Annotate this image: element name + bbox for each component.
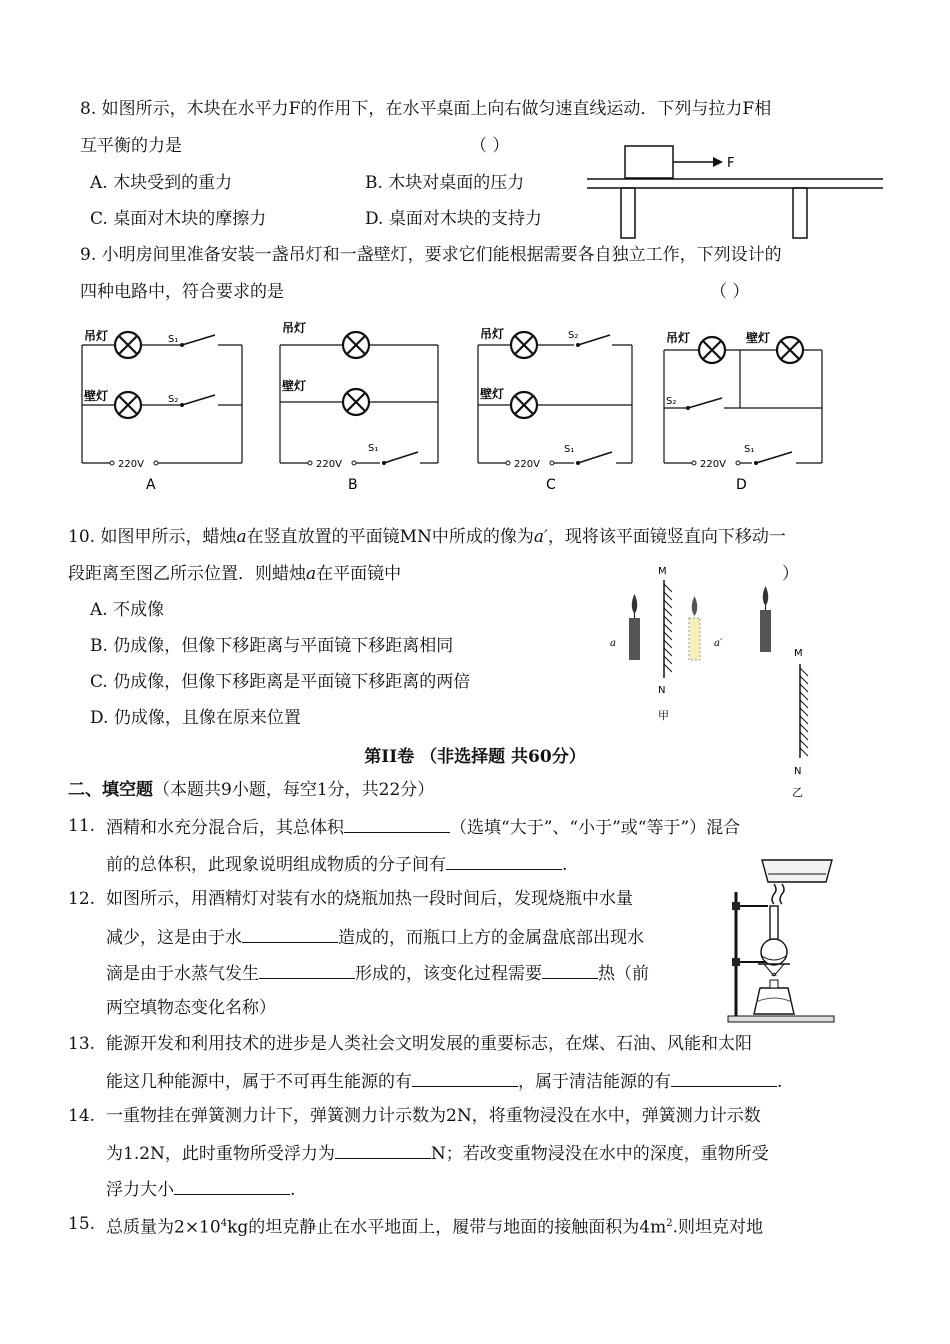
svg-text:S₁: S₁ [168, 334, 179, 345]
q10-option-d: D. 仍成像，且像在原来位置 [90, 708, 301, 728]
part2-title: 第II卷 （非选择题 共60分） [364, 747, 586, 767]
q12-number: 12. [68, 889, 96, 909]
q14-line1: 一重物挂在弹簧测力计下，弹簧测力计示数为2N，将重物浸没在水中，弹簧测力计示数 [106, 1106, 761, 1126]
svg-text:壁灯: 壁灯 [84, 389, 109, 403]
q8-line1: 8. 如图所示，木块在水平力F的作用下，在水平桌面上向右做匀速直线运动．下列与拉力F相 [80, 99, 772, 119]
q13-blank-1[interactable] [412, 1068, 518, 1087]
svg-text:M: M [794, 648, 803, 659]
q14-blank-2[interactable] [174, 1176, 290, 1195]
q8-option-a: A. 木块受到的重力 [90, 173, 233, 193]
q8-option-d: D. 桌面对木块的支持力 [365, 209, 542, 229]
circuit-b [280, 320, 438, 493]
svg-text:N: N [794, 766, 802, 777]
q9-line1: 9. 小明房间里准备安装一盏吊灯和一盏壁灯，要求它们能根据需要各自独立工作，下列设计的 [80, 245, 782, 265]
svg-text:甲: 甲 [658, 709, 669, 722]
q10-line2: 段距离至图乙所示位置．则蜡烛a在平面镜中 [68, 564, 402, 584]
q12-line1: 如图所示，用酒精灯对装有水的烧瓶加热一段时间后，发现烧瓶中水量 [106, 889, 633, 909]
q10-option-b: B. 仍成像，但像下移距离与平面镜下移距离相同 [90, 636, 454, 656]
svg-text:M: M [658, 566, 667, 577]
q12-line3: 滴是由于水蒸气发生 形成的，该变化过程需要 热（前 [106, 960, 649, 986]
q10-option-a: A. 不成像 [90, 600, 165, 620]
q11-number: 11. [68, 816, 96, 836]
q15-number: 15. [68, 1214, 96, 1234]
q12-blank-2[interactable] [259, 960, 355, 979]
q8-option-b: B. 木块对桌面的压力 [365, 173, 525, 193]
q11-line1: 酒精和水充分混合后，其总体积 （选填“大于”、“小于”或“等于”）混合 [106, 814, 740, 840]
q12-blank-3[interactable] [542, 960, 598, 979]
q13-line1: 能源开发和利用技术的进步是人类社会文明发展的重要标志，在煤、石油、风能和太阳 [106, 1034, 752, 1054]
q12-line2: 减少，这是由于水 造成的，而瓶口上方的金属盘底部出现水 [106, 924, 644, 950]
q13-blank-2[interactable] [671, 1068, 777, 1087]
q14-blank-1[interactable] [335, 1140, 431, 1159]
svg-text:乙: 乙 [792, 786, 803, 799]
svg-text:a′: a′ [714, 638, 723, 649]
q8-option-c: C. 桌面对木块的摩擦力 [90, 209, 267, 229]
q14-number: 14. [68, 1106, 96, 1126]
svg-text:壁灯: 壁灯 [746, 331, 771, 345]
svg-text:吊灯: 吊灯 [84, 329, 109, 343]
svg-text:壁灯: 壁灯 [480, 387, 505, 401]
q11-line2: 前的总体积，此现象说明组成物质的分子间有 . [106, 851, 567, 877]
q15-line1: 总质量为$2\times 10^4kg$的坦克静止在水平地面上，履带与地面的接触面积为$4m^2$.则坦克对地 [106, 1217, 763, 1238]
q9-line2: 四种电路中，符合要求的是 [80, 282, 284, 302]
q14-line2: 为1.2N，此时重物所受浮力为 N；若改变重物浸没在水中的深度，重物所受 [106, 1140, 769, 1166]
q12-flask-figure [724, 852, 840, 1024]
q9-circuit-diagrams [70, 318, 850, 498]
svg-text:S₁: S₁ [564, 444, 575, 455]
circuit-d-label: D [736, 477, 747, 493]
circuit-d [664, 330, 822, 493]
q11-blank-2[interactable] [446, 851, 562, 870]
q8-force-label: F [727, 156, 735, 171]
svg-text:吊灯: 吊灯 [666, 331, 691, 345]
q11-blank-1[interactable] [344, 814, 450, 833]
svg-text:220V: 220V [118, 459, 144, 470]
q12-line4: 两空填物态变化名称） [106, 998, 276, 1018]
section2-heading: 二、填空题（本题共9小题，每空1分，共22分） [68, 780, 435, 800]
q14-line3: 浮力大小 . [106, 1176, 295, 1202]
svg-text:220V: 220V [316, 459, 342, 470]
q13-number: 13. [68, 1034, 96, 1054]
svg-text:S₂: S₂ [168, 394, 179, 405]
svg-text:S₁: S₁ [744, 444, 755, 455]
circuit-a [82, 328, 242, 493]
circuit-b-label: B [348, 477, 358, 493]
svg-text:吊灯: 吊灯 [282, 321, 307, 335]
circuit-c-label: C [546, 477, 556, 493]
svg-text:220V: 220V [514, 459, 540, 470]
q8-answer-paren: （ ） [470, 136, 510, 156]
svg-text:S₂: S₂ [568, 330, 579, 341]
circuit-c [478, 326, 632, 493]
q9-answer-paren: （ ） [710, 282, 750, 302]
svg-text:S₂: S₂ [666, 396, 677, 407]
q10-line1: 10. 如图甲所示，蜡烛a在竖直放置的平面镜MN中所成的像为a′，现将该平面镜竖直向下移动一 [68, 527, 786, 547]
circuit-a-label: A [146, 477, 156, 493]
svg-text:壁灯: 壁灯 [282, 379, 307, 393]
q8-figure-block-on-table [585, 140, 885, 240]
svg-text:a: a [610, 638, 616, 649]
q8-line2: 互平衡的力是 [80, 136, 182, 156]
svg-text:220V: 220V [700, 459, 726, 470]
q13-line2: 能这几种能源中，属于不可再生能源的有 ，属于清洁能源的有 . [106, 1068, 782, 1094]
q12-blank-1[interactable] [242, 924, 338, 943]
svg-text:N: N [658, 685, 666, 696]
svg-text:吊灯: 吊灯 [480, 327, 505, 341]
q10-option-c: C. 仍成像，但像下移距离是平面镜下移距离的两倍 [90, 672, 471, 692]
q10-answer-paren: ） [782, 564, 799, 584]
svg-text:S₁: S₁ [368, 443, 379, 454]
